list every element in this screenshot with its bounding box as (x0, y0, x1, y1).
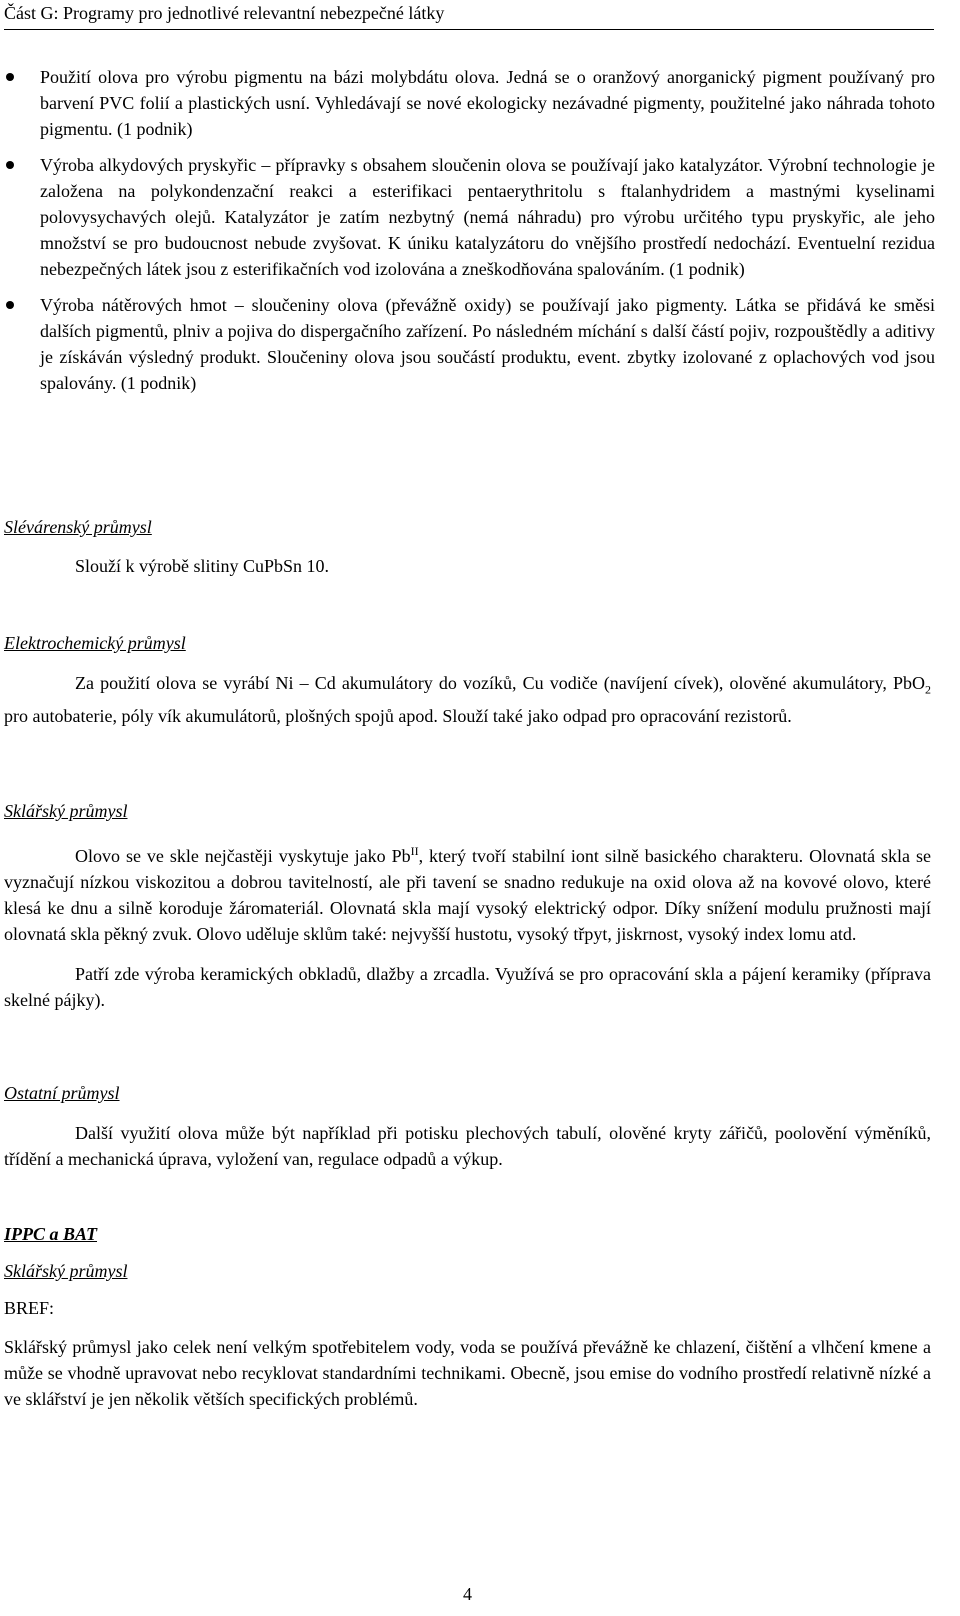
section-text: Další využití olova může být například při potisku plechových tabulí, olověné kryty zářičů, poolovění výměníků, třídění a mechanická úprava, vyložení van, regulace odpadů a výkup. (4, 1123, 931, 1169)
text-part: , který tvoří stabilní iont silně basického charakteru. Olovnatá skla se vyznačují nízkou viskozitou a dobrou tavitelností, ale při tavení se snadno redukuje na oxid olova až na kovové olovo, které klesá ke dnu a silně koroduje žáromateriál. Olovnatá skla mají vysoký elektrický odpor. Díky snížení modulu pružnosti mají olovnatá skla pěkný zvuk. Olovo uděluje sklům také: nejvyšší hustotu, vysoký třpyt, jiskrnost, vysoký index lomu atd. (4, 846, 931, 944)
bullet-text: Použití olova pro výrobu pigmentu na bázi molybdátu olova. Jedná se o oranžový anorganický pigment používaný pro barvení PVC folií a plastických usní. Vyhledávají se nové ekologicky nezávadné pigmenty, použitelné jako náhrada tohoto pigmentu. (1 podnik) (40, 67, 935, 139)
section-elektrochemicky (4, 630, 931, 729)
superscript: II (410, 844, 419, 858)
section-text: Sklářský průmysl jako celek není velkým spotřebitelem vody, voda se používá převážně ke chlazení, čištění a vlhčení kmene a může se vhodně upravovat nebo recyklovat standardními technikami. Obecně, jsou emise do vodního prostředí relativně nízké a ve sklářství je jen několik větších specifických problémů. (4, 1337, 931, 1409)
subscript: 2 (925, 682, 931, 697)
section-heading: Sklářský průmysl (4, 801, 128, 821)
section-sklarsky (4, 798, 931, 1013)
section-slevarensky (4, 514, 931, 579)
section-text (4, 670, 931, 729)
bullet-item-pigment (0, 64, 935, 142)
section-text: Slouží k výrobě slitiny CuPbSn 10. (75, 556, 330, 576)
bullet-item-alkyd (0, 152, 935, 282)
text-part: Za použití olova se vyrábí Ni – Cd akumulátory do vozíků, Cu vodiče (navíjení cívek), olověné akumulátory, PbO (75, 673, 925, 693)
section-ostatni (4, 1080, 931, 1172)
section-heading: IPPC a BAT (4, 1224, 98, 1244)
section-subheading: Sklářský průmysl (4, 1261, 128, 1281)
page-number: 4 (463, 1584, 472, 1604)
bullet-dot-icon (6, 73, 14, 81)
text-part: pro autobaterie, póly vík akumulátorů, plošných spojů apod. Slouží také jako odpad pro opracování rezistorů. (4, 705, 792, 726)
text-part: Olovo se ve skle nejčastěji vyskytuje jako Pb (75, 846, 411, 866)
section-ippc-bat (4, 1221, 931, 1412)
bullet-text: Výroba alkydových pryskyřic – přípravky s obsahem sloučenin olova se používají jako katalyzátor. Výrobní technologie je založena na polykondenzační reakci a esterifikaci pentaerythritolu s ftalanhydridem a mastnými kyselinami polovysychavých olejů. Katalyzátor je zatím nezbytný (nemá náhradu) pro výrobu určitého typu pryskyřic, ale jeho množství se pro budoucnost nebude zvyšovat. K úniku katalyzátoru do vnějšího prostředí nedochází. Eventuelní rezidua nebezpečných látek jsou z esterifikačních vod izolována a zneškodňována spalováním. (1 podnik) (40, 155, 935, 279)
bullet-dot-icon (6, 301, 14, 309)
page-header: Část G: Programy pro jednotlivé relevantní nebezpečné látky (4, 1, 934, 30)
bref-label: BREF: (4, 1298, 55, 1318)
section-heading: Ostatní průmysl (4, 1083, 120, 1103)
bullet-text: Výroba nátěrových hmot – sloučeniny olova (převážně oxidy) se používají jako pigmenty. Látka se přidává ke směsi dalších pigmentů, plniv a pojiva do dispergačního zařízení. Po následném míchání s další částí pojiv, rozpouštědly a aditivy je získáván výsledný produkt. Sloučeniny olova jsou součástí produktu, event. zbytky izolované z oplachových vod jsou spalovány. (1 podnik) (40, 295, 935, 393)
bullet-list (0, 64, 935, 406)
section-text (4, 838, 931, 947)
section-heading: Slévárenský průmysl (4, 517, 152, 537)
bullet-dot-icon (6, 161, 14, 169)
bullet-item-paints (0, 292, 935, 396)
section-text-2: Patří zde výroba keramických obkladů, dlažby a zrcadla. Využívá se pro opracování skla a pájení keramiky (příprava skelné pájky). (4, 964, 931, 1010)
section-heading: Elektrochemický průmysl (4, 633, 186, 653)
